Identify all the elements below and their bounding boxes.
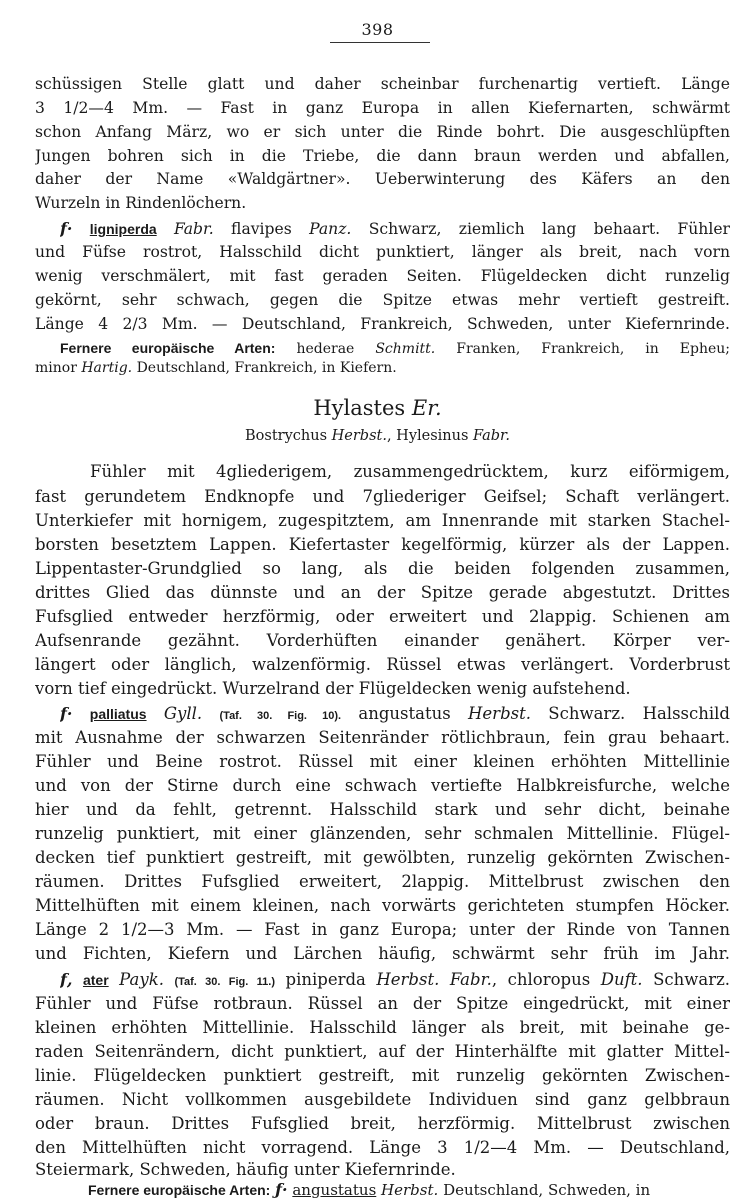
header-rule: [330, 42, 430, 43]
further-species-line: [60, 338, 730, 359]
genus-name: Hylastes: [313, 396, 406, 420]
text-line: hier und da fehlt, getrennt. Halsschild stark und sehr dicht, beinahe: [35, 800, 730, 819]
text-line: drittes Glied das dünnste und an der Spitze gerade abgestutzt. Drittes: [35, 583, 730, 602]
text-line: Unterkiefer mit hornigem, zugespitztem, am Innenrande mit starken Stachel-: [35, 511, 730, 530]
species-name: ligniperda: [89, 221, 157, 237]
further-species-author: Schmitt.: [375, 341, 436, 357]
synonym-name: , chloropus: [491, 970, 591, 989]
text-line: und Fichten, Kiefern und Lärchen häufig, schwärmt sehr früh im Jahr.: [35, 944, 730, 963]
text-line: daher der Name «Waldgärtner». Ueberwinterung des Käfers an den: [35, 170, 730, 188]
text-line: Mittelhüften mit einem kleinen, nach vorwärts gerichteten stumpfen Höcker.: [35, 896, 730, 915]
text-line: Länge 4 2/3 Mm. — Deutschland, Frankreich, Schweden, unter Kiefernrinde.: [35, 315, 730, 333]
description-start: Schwarz. Halsschild: [548, 704, 730, 723]
text-line: oder braun. Drittes Fufsglied breit, herzförmig. Mittelbrust zwischen: [35, 1114, 730, 1133]
further-species-name: angustatus: [292, 1181, 377, 1199]
text-line: vorn tief eingedrückt. Wurzelrand der Flügeldecken wenig aufstehend.: [35, 679, 631, 698]
text-line: Fufsglied entweder herzförmig, oder erweitert und 2lappig. Schienen am: [35, 607, 730, 626]
text-line: fast gerundetem Endknopfe und 7gliederiger Geifsel; Schaft verlängert.: [35, 487, 730, 506]
text-line: decken tief punktiert gestreift, mit gewölbten, runzelig gekörnten Zwischen-: [35, 848, 730, 867]
synonym-name: piniperda: [285, 970, 366, 989]
text-line: Aufsenrande gezähnt. Vorderhüften einander genähert. Körper ver-: [35, 631, 730, 650]
text-line: kleinen erhöhten Mittellinie. Halsschild länger als breit, mit beinahe ge-: [35, 1018, 730, 1037]
species-author: Payk.: [119, 970, 164, 989]
species-name: palliatus: [89, 706, 147, 722]
text-line: Lippentaster-Grundglied so lang, als die beiden folgenden zusammen,: [35, 559, 730, 578]
synonym-author: Panz.: [309, 220, 352, 238]
synonym-author: Duft.: [600, 970, 643, 989]
text-line: schon Anfang März, wo er sich unter die Rinde bohrt. Die ausgeschlüpften: [35, 123, 730, 141]
species-name: ater: [82, 972, 109, 988]
text-line: 3 1/2—4 Mm. — Fast in ganz Europa in allen Kiefernarten, schwärmt: [35, 99, 730, 117]
further-species-text: Franken, Frankreich, in Epheu;: [456, 341, 730, 357]
synonym-name: flavipes: [231, 220, 292, 238]
synonym-author: Herbst.: [468, 704, 531, 723]
genus-synonym-author: Fabr.: [473, 428, 510, 444]
plate-reference: (Taf. 30. Fig. 11.): [174, 976, 275, 988]
further-species-label: Fernere europäische Arten:: [88, 1182, 271, 1198]
further-species-line: [88, 1180, 730, 1200]
handwritten-mark: ƒ,: [60, 970, 73, 989]
text-line: räumen. Nicht vollkommen ausgebildete Individuen sind ganz gelbbraun: [35, 1090, 730, 1109]
text-line: Wurzeln in Rindenlöchern.: [35, 194, 247, 212]
further-species-name: minor: [35, 360, 77, 376]
text-line: schüssigen Stelle glatt und daher scheinbar furchenartig vertieft. Länge: [35, 75, 730, 93]
further-species-name: hederae: [296, 341, 355, 357]
handwritten-mark: ƒ·: [60, 219, 73, 238]
species-entry-heading: [60, 219, 730, 239]
text-line: Steiermark, Schweden, häufig unter Kiefernrinde.: [35, 1160, 456, 1179]
text-line: raden Seitenrändern, dicht punktiert, auf der Hinterhälfte mit glatter Mittel-: [35, 1042, 730, 1061]
text-line: mit Ausnahme der schwarzen Seitenränder rötlichbraun, fein grau behaart.: [35, 728, 730, 747]
text-line: linie. Flügeldecken punktiert gestreift, mit runzelig gekörnten Zwischen-: [35, 1066, 730, 1085]
text-line: und von der Stirne durch eine schwach vertiefte Halbkreisfurche, welche: [35, 776, 730, 795]
text-line: Fühler und Füfse rotbraun. Rüssel an der Spitze eingedrückt, mit einer: [35, 994, 730, 1013]
genus-synonym: Bostrychus: [245, 428, 328, 444]
handwritten-mark: ƒ·: [60, 704, 73, 723]
text-line: Länge 2 1/2—3 Mm. — Fast in ganz Europa; unter der Rinde von Tannen: [35, 920, 730, 939]
text-line: Fühler und Beine rostrot. Rüssel mit einer kleinen erhöhten Mittellinie: [35, 752, 730, 771]
text-line: runzelig punktiert, mit einer glänzenden, sehr schmalen Mittellinie. Flügel-: [35, 824, 730, 843]
text-line: borsten besetztem Lappen. Kiefertaster kegelförmig, kürzer als der Lappen.: [35, 535, 730, 554]
text-line: gekörnt, sehr schwach, gegen die Spitze etwas mehr vertieft gestreift.: [35, 291, 730, 309]
text-line: den Mittelhüften nicht vorragend. Länge 3 1/2—4 Mm. — Deutschland,: [35, 1138, 730, 1157]
text-line: und Füfse rostrot, Halsschild dicht punktiert, länger als breit, nach vorn: [35, 243, 730, 261]
genus-synonym-author: Herbst.: [331, 428, 387, 444]
text-line: wenig verschmälert, mit fast geraden Seiten. Flügeldecken dicht runzelig: [35, 267, 730, 285]
synonym-name: angustatus: [358, 704, 451, 723]
further-species-text: Deutschland, Frankreich, in Kiefern.: [136, 360, 397, 376]
genus-author: Er.: [411, 396, 442, 420]
plate-reference: (Taf. 30. Fig. 10).: [219, 710, 342, 722]
genus-heading: [0, 396, 755, 420]
synonym-author: Herbst. Fabr.: [376, 970, 492, 989]
genus-synonyms: [0, 428, 755, 444]
species-author: Fabr.: [173, 220, 214, 238]
species-author: Gyll.: [163, 704, 203, 723]
description-start: Schwarz.: [653, 970, 730, 989]
further-species-author: Herbst.: [381, 1181, 439, 1199]
page-number: 398: [361, 20, 394, 39]
text-line: Jungen bohren sich in die Triebe, die dann braun werden und abfallen,: [35, 147, 730, 165]
genus-synonym: , Hylesinus: [386, 428, 469, 444]
handwritten-mark: ƒ·: [275, 1180, 288, 1199]
description-start: Schwarz, ziemlich lang behaart. Fühler: [368, 220, 730, 238]
further-species-text: Deutschland, Schweden, in: [443, 1181, 651, 1199]
text-line: räumen. Drittes Fufsglied erweitert, 2lappig. Mittelbrust zwischen den: [35, 872, 730, 891]
species-entry-heading: [60, 970, 730, 992]
further-species-author: Hartig.: [81, 360, 133, 376]
further-species-label: Fernere europäische Arten:: [60, 340, 276, 356]
text-line: Fühler mit 4gliederigem, zusammengedrücktem, kurz eiförmigem,: [90, 462, 730, 481]
text-line: längert oder länglich, walzenförmig. Rüssel etwas verlängert. Vorderbrust: [35, 655, 730, 674]
further-species-line: [35, 358, 730, 378]
species-entry-heading: [60, 704, 730, 726]
